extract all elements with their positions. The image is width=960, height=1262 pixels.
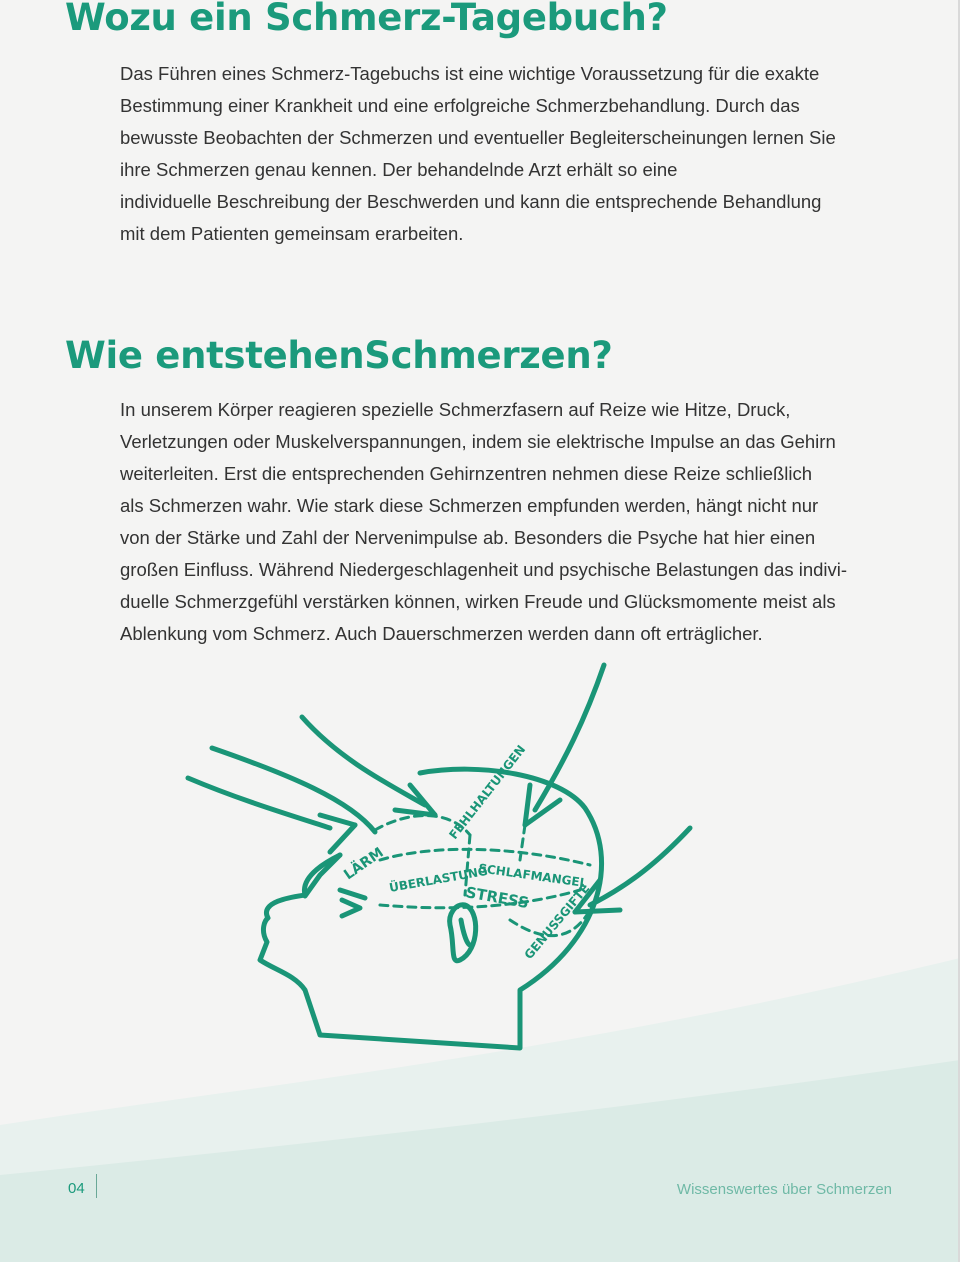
footer-divider <box>96 1174 97 1198</box>
label-overload: ÜBERLASTUNG <box>388 863 489 895</box>
paragraph-diary <box>120 58 890 250</box>
arrow-upper-right-2 <box>575 828 690 912</box>
paragraph-line: bewusste Beobachten der Schmerzen und eventueller Begleiterscheinungen lernen Sie <box>120 127 836 148</box>
eye-brow <box>340 890 365 898</box>
label-stress: STRESS <box>464 883 531 913</box>
running-footer-title: Wissenswertes über Schmerzen <box>676 1181 892 1198</box>
arrow-upper-left-2 <box>302 717 435 815</box>
paragraph-line: als Schmerzen wahr. Wie stark diese Schmerzen empfunden werden, hängt nicht nur <box>120 495 819 516</box>
region-divider <box>520 825 525 860</box>
label-posture: FEHLHALTUNGEN <box>446 742 529 842</box>
paragraph-line: ihre Schmerzen genau kennen. Der behandelnde Arzt erhält so eine <box>120 159 678 180</box>
paragraph-line: Das Führen eines Schmerz-Tagebuchs ist eine wichtige Voraussetzung für die exakte <box>120 63 820 84</box>
page-number: 04 <box>68 1180 85 1197</box>
eye-outline <box>342 900 360 916</box>
label-sleep-deprivation: SCHLAFMANGEL <box>477 861 589 891</box>
paragraph-line: Ablenkung vom Schmerz. Auch Dauerschmerzen werden dann oft erträglicher. <box>120 623 763 644</box>
label-stimulants: GENUSSGIFTE <box>521 881 593 962</box>
paragraph-line: mit dem Patienten gemeinsam erarbeiten. <box>120 223 464 244</box>
head-illustration <box>180 660 730 1060</box>
paragraph-line: großen Einfluss. Während Niedergeschlagenheit und psychische Belastungen das indivi- <box>120 559 848 580</box>
label-noise: LÄRM <box>341 844 387 884</box>
paragraph-line: weiterleiten. Erst die entsprechenden Gehirnzentren nehmen diese Reize schließlich <box>120 463 813 484</box>
arrow-upper-right-1 <box>525 665 604 825</box>
section-heading-pain-origin: Wie entstehenSchmerzen? <box>65 334 613 377</box>
paragraph-pain-origin <box>120 394 890 650</box>
paragraph-line: individuelle Beschreibung der Beschwerden und kann die entsprechende Behandlung <box>120 191 822 212</box>
paragraph-line: duelle Schmerzgefühl verstärken können, wirken Freude und Glücksmomente meist als <box>120 591 836 612</box>
section-heading-diary: Wozu ein Schmerz-Tagebuch? <box>65 0 668 39</box>
ear-inner <box>461 920 470 945</box>
paragraph-line: Bestimmung einer Krankheit und eine erfolgreiche Schmerzbehandlung. Durch das <box>120 95 800 116</box>
paragraph-line: von der Stärke und Zahl der Nervenimpulse ab. Besonders die Psyche hat hier einen <box>120 527 816 548</box>
paragraph-line: In unserem Körper reagieren spezielle Schmerzfasern auf Reize wie Hitze, Druck, <box>120 399 791 420</box>
paragraph-line: Verletzungen oder Muskelverspannungen, indem sie elektrische Impulse an das Gehirn <box>120 431 836 452</box>
arrow-noise <box>188 778 355 852</box>
